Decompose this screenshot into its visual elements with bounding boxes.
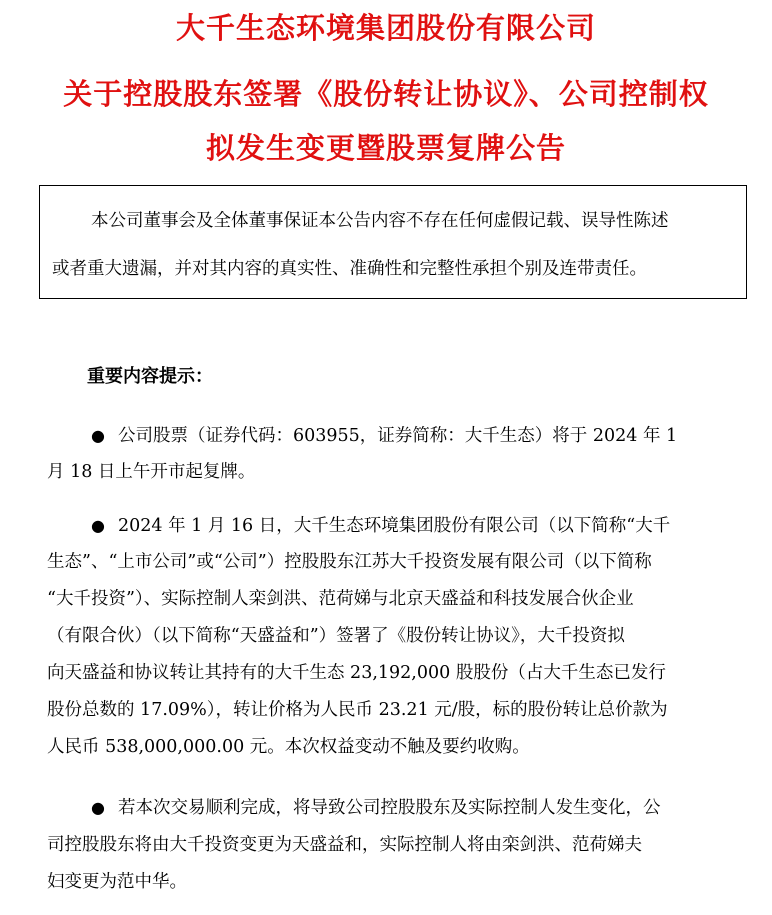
paragraph-line: 生态”、“上市公司”或“公司”）控股股东江苏大千投资发展有限公司（以下简称	[47, 552, 652, 572]
company-title: 大千生态环境集团股份有限公司	[175, 11, 596, 45]
announcement-title-line-1: 关于控股股东签署《股份转让协议》、公司控制权	[63, 77, 709, 111]
paragraph-line: 股份总数的 17.09%），转让价格为人民币 23.21 元/股，标的股份转让总价款为	[47, 700, 668, 720]
announcement-title-line-2: 拟发生变更暨股票复牌公告	[205, 131, 566, 165]
paragraph-line: 月 18 日上午开市起复牌。	[47, 462, 256, 482]
statement-line: 或者重大遗漏，并对其内容的真实性、准确性和完整性承担个别及连带责任。	[52, 259, 647, 279]
paragraph-line: 公司股票（证券代码：603955，证券简称：大千生态）将于 2024 年 1	[118, 426, 678, 446]
paragraph-line: 2024 年 1 月 16 日，大千生态环境集团股份有限公司（以下简称“大千	[118, 516, 671, 536]
paragraph-line: 司控股股东将由大千投资变更为天盛益和，实际控制人将由栾剑洪、范荷娣夫	[47, 835, 642, 855]
paragraph-line: “大千投资”）、实际控制人栾剑洪、范荷娣与北京天盛益和科技发展合伙企业	[47, 589, 634, 609]
highlights-heading: 重要内容提示：	[87, 366, 213, 387]
paragraph-line: 若本次交易顺利完成，将导致公司控股股东及实际控制人发生变化，公	[118, 798, 661, 818]
paragraph-line: 向天盛益和协议转让其持有的大千生态 23,192,000 股股份（占大千生态已发行	[47, 663, 666, 683]
statement-line: 本公司董事会及全体董事保证本公告内容不存在任何虚假记载、误导性陈述	[91, 211, 669, 231]
paragraph-line: 人民币 538,000,000.00 元。本次权益变动不触及要约收购。	[47, 737, 530, 757]
bullet-icon: ●	[91, 798, 105, 817]
bullet-icon: ●	[91, 516, 105, 535]
bullet-icon: ●	[91, 426, 105, 445]
paragraph-line: 妇变更为范中华。	[47, 872, 187, 892]
board-statement-box	[39, 185, 747, 299]
paragraph-line: （有限合伙）（以下简称“天盛益和”）签署了《股份转让协议》，大千投资拟	[47, 626, 625, 646]
